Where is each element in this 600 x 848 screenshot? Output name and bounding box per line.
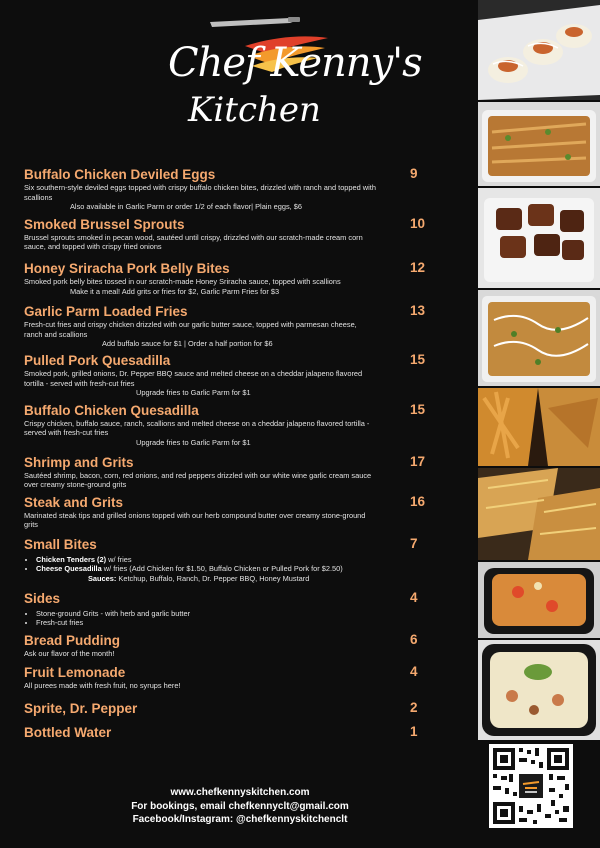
website-link[interactable]: www.chefkennyskitchen.com: [170, 787, 310, 798]
menu-item-steak-and-grits: [24, 494, 424, 530]
bookings-email[interactable]: For bookings, email chefkennyclt@gmail.com: [131, 800, 349, 812]
item-description: All purees made with fresh fruit, no syrups here!: [24, 681, 181, 691]
list-item: • Cheese Quesadilla w/ fries (Add Chicken for $1.50, Buffalo Chicken or Pulled Pork for $2.50): [36, 564, 424, 574]
item-name: Buffalo Chicken Deviled Eggs: [24, 167, 216, 182]
sauces-line: Sauces: Ketchup, Buffalo, Ranch, Dr. Pepper BBQ, Honey Mustard: [88, 574, 310, 584]
menu-list: [24, 166, 424, 741]
item-name: Pulled Pork Quesadilla: [24, 352, 171, 368]
item-description: Smoked pork belly bites tossed in our scratch-made Honey Sriracha sauce, topped with scallions: [24, 276, 341, 286]
list-item: • Chicken Tenders (2) w/ fries: [36, 555, 424, 565]
menu-item-fruit-lemonade: [24, 664, 424, 691]
menu-item-buffalo-chicken-quesadilla: [24, 402, 424, 448]
item-price: 1: [410, 724, 418, 740]
item-price: 7: [410, 535, 418, 551]
item-price: 16: [410, 493, 426, 509]
item-name: Shrimp and Grits: [24, 454, 134, 470]
item-note: Add buffalo sauce for $1 | Order a half portion for $6: [102, 339, 273, 349]
item-price: 10: [410, 215, 426, 231]
qr-code-icon: [489, 744, 573, 828]
menu-item-pulled-pork-quesadilla: [24, 352, 424, 398]
item-price: 4: [410, 664, 418, 680]
list-item: • Fresh-cut fries: [36, 618, 424, 628]
menu-item-small-bites: [24, 536, 424, 584]
item-description: Ask our flavor of the month!: [24, 648, 115, 658]
item-name: Sprite, Dr. Pepper: [24, 701, 138, 717]
food-photos-column: [478, 0, 600, 740]
item-price: 15: [410, 351, 426, 367]
item-description: Marinated steak tips and grilled onions topped with our herb compound butter over creamy stone-ground grits: [24, 510, 366, 530]
item-price: 6: [410, 631, 418, 647]
item-price: 12: [410, 259, 426, 275]
item-note: Make it a meal! Add grits or fries for $2, Garlic Parm Fries for $3: [70, 286, 280, 296]
logo-text-kitchen: Kitchen: [188, 90, 321, 130]
menu-item-shrimp-and-grits: [24, 454, 424, 490]
item-name: Garlic Parm Loaded Fries: [24, 304, 188, 320]
menu-item-bread-pudding: [24, 632, 424, 659]
item-name: Small Bites: [24, 536, 97, 552]
item-note: Upgrade fries to Garlic Parm for $1: [136, 388, 251, 398]
item-name: Sides: [24, 590, 61, 606]
contact-footer: [0, 786, 480, 827]
item-price: 13: [410, 303, 426, 319]
fries-quesadilla-photo: [478, 388, 600, 466]
list-item: • Stone-ground Grits - with herb and garlic butter: [36, 609, 424, 619]
loaded-fries-photo: [478, 102, 600, 186]
item-note: Also available in Garlic Parm or order 1/2 of each flavor| Plain eggs, $6: [70, 202, 302, 212]
small-bites-list: [24, 555, 424, 574]
item-name: Buffalo Chicken Quesadilla: [24, 402, 199, 418]
item-description: Six southern-style deviled eggs topped with crispy buffalo chicken bites, drizzled with ranch and topped with scallions: [24, 183, 376, 202]
garlic-parm-fries-photo: [478, 290, 600, 386]
item-description: Brussel sprouts smoked in pecan wood, sautéed until crispy, drizzled with our scratch-made cream corn sauce, and topped with crispy fried onions: [24, 232, 363, 252]
sides-list: [24, 609, 424, 628]
menu-item-garlic-parm-loaded-fries: [24, 303, 424, 349]
item-price: 4: [410, 589, 418, 605]
menu-item-bottled-water: [24, 724, 424, 741]
social-handles[interactable]: Facebook/Instagram: @chefkennyskitchenclt: [132, 814, 348, 825]
item-name: Honey Sriracha Pork Belly Bites: [24, 260, 230, 276]
pork-belly-photo: [478, 188, 600, 288]
item-name: Fruit Lemonade: [24, 665, 126, 681]
item-description: Smoked pork, grilled onions, Dr. Pepper BBQ sauce and melted cheese on a cheddar jalapeno flavored tortilla - served with fresh-cut fries: [24, 368, 363, 388]
item-description: Sautéed shrimp, bacon, corn, red onions, and red peppers drizzled with our white wine garlic cream sauce over creamy stone-ground grits: [24, 470, 372, 490]
shrimp-grits-container-photo: [478, 640, 600, 740]
item-price: 9: [410, 166, 418, 181]
quesadilla-photo: [478, 468, 600, 560]
menu-item-honey-sriracha-pork-belly-bites: [24, 260, 424, 296]
item-name: Bottled Water: [24, 725, 112, 741]
menu-item-sides: [24, 590, 424, 628]
chef-kennys-kitchen-logo: [150, 8, 422, 146]
item-name: Bread Pudding: [24, 632, 121, 648]
logo-text-chef-kennys: Chef Kenny's: [168, 40, 422, 86]
menu-item-sprite-dr-pepper: [24, 700, 424, 717]
item-note: Upgrade fries to Garlic Parm for $1: [136, 437, 251, 447]
small-bites-container-photo: [478, 562, 600, 638]
item-price: 17: [410, 453, 426, 469]
item-name: Smoked Brussel Sprouts: [24, 216, 185, 232]
item-description: Crispy chicken, buffalo sauce, ranch, scallions and melted cheese on a cheddar jalapeno flavored tortilla - served with fresh-cut fries: [24, 418, 370, 438]
item-price: 15: [410, 401, 426, 417]
item-description: Fresh-cut fries and crispy chicken drizzled with our garlic butter sauce, topped with parmesan cheese, ranch and scallions: [24, 320, 357, 339]
menu-item-buffalo-chicken-deviled-eggs: [24, 166, 424, 212]
item-name: Steak and Grits: [24, 494, 124, 510]
menu-item-smoked-brussel-sprouts: [24, 216, 424, 252]
deviled-eggs-photo: [478, 0, 600, 100]
item-price: 2: [410, 700, 418, 716]
